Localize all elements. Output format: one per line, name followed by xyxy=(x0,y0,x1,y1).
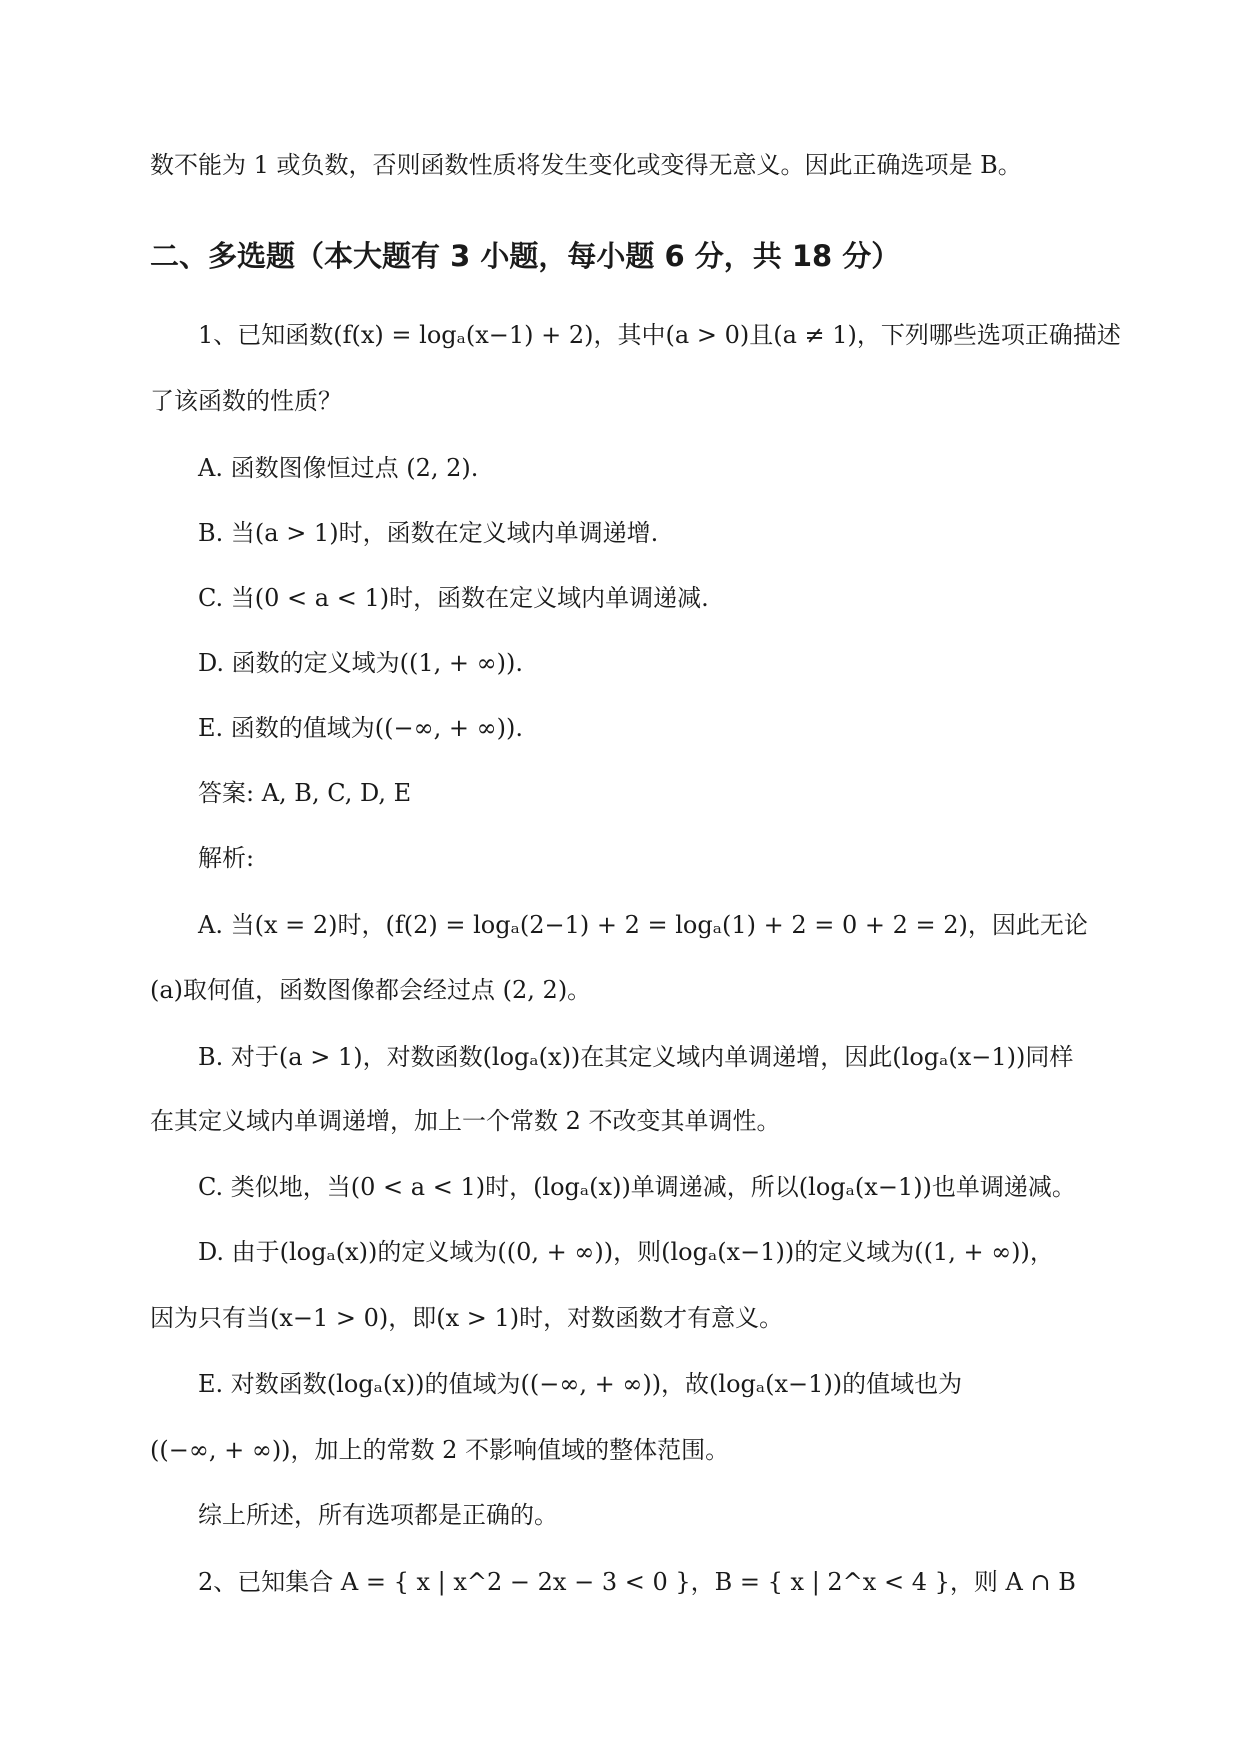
analysis-c: C. 类似地，当(0 < a < 1)时，(logₐ(x))单调递减，所以(logₐ(x−1))也单调递减。 xyxy=(198,1173,1076,1201)
analysis-e: E. 对数函数(logₐ(x))的值域为((−∞, + ∞))，故(logₐ(x−1))的值域也为 xyxy=(198,1370,963,1398)
analysis-d: D. 由于(logₐ(x))的定义域为((0, + ∞))，则(logₐ(x−1))的定义域为((1, + ∞))， xyxy=(198,1238,1054,1266)
option-a: A. 函数图像恒过点 (2, 2). xyxy=(198,454,479,482)
analysis-e-cont: ((−∞, + ∞))，加上的常数 2 不影响值域的整体范围。 xyxy=(150,1436,730,1464)
analysis-label: 解析: xyxy=(198,844,255,872)
question-1-stem: 1、已知函数(f(x) = logₐ(x−1) + 2)，其中(a > 0)且(a ≠ 1)，下列哪些选项正确描述 xyxy=(198,321,1121,349)
analysis-a: A. 当(x = 2)时，(f(2) = logₐ(2−1) + 2 = logₐ(1) + 2 = 0 + 2 = 2)，因此无论 xyxy=(198,911,1088,939)
paragraph-line: 数不能为 1 或负数，否则函数性质将发生变化或变得无意义。因此正确选项是 B。 xyxy=(150,151,1022,179)
answer-line: 答案: A, B, C, D, E xyxy=(198,779,412,807)
section-heading: 二、多选题（本大题有 3 小题，每小题 6 分，共 18 分） xyxy=(150,239,901,273)
option-e: E. 函数的值域为((−∞, + ∞)). xyxy=(198,714,523,742)
analysis-a-cont: (a)取何值，函数图像都会经过点 (2, 2)。 xyxy=(150,976,592,1004)
option-d: D. 函数的定义域为((1, + ∞)). xyxy=(198,649,523,677)
analysis-b-cont: 在其定义域内单调递增，加上一个常数 2 不改变其单调性。 xyxy=(150,1107,781,1135)
question-1-stem-cont: 了该函数的性质？ xyxy=(150,387,342,415)
option-c: C. 当(0 < a < 1)时，函数在定义域内单调递减. xyxy=(198,584,709,612)
summary-line: 综上所述，所有选项都是正确的。 xyxy=(198,1501,558,1529)
question-2-stem: 2、已知集合 A = { x | x^2 − 2x − 3 < 0 }，B = { x | 2^x < 4 }，则 A ∩ B xyxy=(198,1568,1076,1596)
analysis-b: B. 对于(a > 1)，对数函数(logₐ(x))在其定义域内单调递增，因此(logₐ(x−1))同样 xyxy=(198,1043,1074,1071)
analysis-d-cont: 因为只有当(x−1 > 0)，即(x > 1)时，对数函数才有意义。 xyxy=(150,1304,784,1332)
option-b: B. 当(a > 1)时，函数在定义域内单调递增. xyxy=(198,519,659,547)
